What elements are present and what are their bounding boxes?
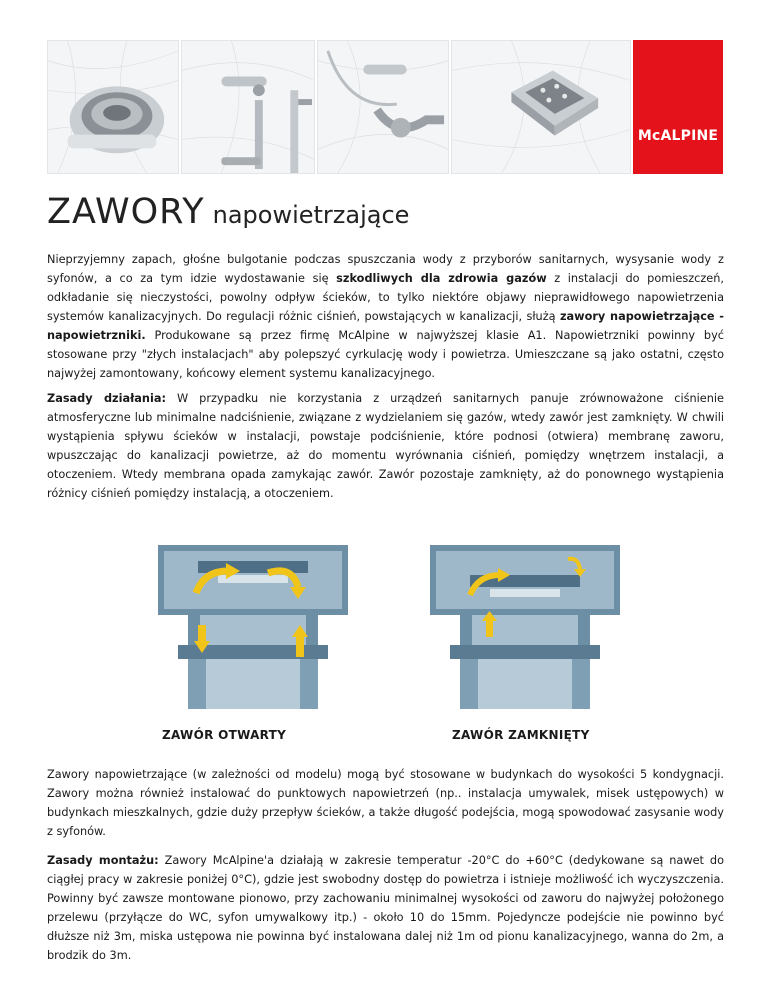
installation-paragraph bbox=[47, 851, 724, 965]
text-span: Nieprzyjemny zapach, głośne bulgotanie podczas spuszczania wody z przyborów sanitarnych, wysysanie wody z syfonów, a co za tym idzie wydostawanie się bbox=[47, 253, 724, 285]
title-main: ZAWORY bbox=[47, 192, 205, 232]
caption-closed: ZAWÓR ZAMKNIĘTY bbox=[452, 728, 590, 742]
header-banner bbox=[47, 40, 723, 174]
grate-photo bbox=[451, 40, 631, 174]
operation-paragraph bbox=[47, 389, 724, 503]
drain-photo bbox=[47, 40, 179, 174]
siphon-photo bbox=[181, 40, 315, 174]
text-span: W przypadku nie korzystania z urządzeń sanitarnych panuje zrównoważone ciśnienie atmosferyczne lub minimalne nadciśnienie, związane z wydzielaniem się gazów, wtedy zawór jest zamknięty. W chwili wystąpienia spływu ścieków w instalacji, powstaje podciśnienie, które podnosi (otwiera) membranę zaworu, wpuszczając do kanalizacji powietrze, aż do momentu wyrównania ciśnień, pomiędzy wnętrzem instalacji, a otoczeniem. Wtedy membrana opada zamykając zawór. Zawór pozostaje zamknięty, aż do ponownego wystąpienia różnicy ciśnień pomiędzy instalacją, a otoczeniem. bbox=[47, 392, 724, 500]
section-heading: Zasady działania: bbox=[47, 392, 166, 405]
brand-logo bbox=[633, 40, 723, 174]
text-span: z instalacji do pomieszczeń, odkładanie się nieczystości, powolny odpływ ścieków, to tylko niektóre objawy nieprawidłowego napowietrzenia systemów kanalizacyjnych. Do regulacji różnic ciśnień, powstających w kanalizacji, służą bbox=[47, 272, 724, 323]
text-span: Produkowane są przez firmę McAlpine w najwyższej klasie A1. Napowietrzniki powinny być stosowane przy "złych instalacjach" aby polepszyć cyrkulację wody i powietrza. Umieszczane są jako ostatni, często najwyżej zamontowany, końcowy element systemu kanalizacyjnego. bbox=[47, 329, 724, 380]
text-span: Zawory napowietrzające (w zależności od modelu) mogą być stosowane w budynkach do wysokości 5 kondygnacji. Zawory można również instalować do punktowych napowietrzeń (np.. instalacja umywalek, misek ustępowych) w budynkach mieszkalnych, gdzie duży przepływ ścieków, a także długość podejścia, mogą spowodować zasysanie wody z syfonów. bbox=[47, 768, 724, 838]
section-heading: Zasady montażu: bbox=[47, 854, 159, 867]
caption-open: ZAWÓR OTWARTY bbox=[162, 728, 287, 742]
page-title bbox=[47, 192, 409, 232]
title-sub: napowietrzające bbox=[212, 201, 410, 229]
valve-open-diagram bbox=[148, 535, 358, 710]
valve-closed-diagram bbox=[420, 535, 630, 710]
bold-span: szkodliwych dla zdrowia gazów bbox=[336, 272, 547, 285]
intro-paragraph bbox=[47, 250, 724, 383]
logo-text: McALPINE bbox=[637, 128, 719, 144]
text-span: Zawory McAlpine'a działają w zakresie temperatur -20°C do +60°C (dedykowane są nawet do ciągłej pracy w zakresie poniżej 0°C), gdzie jest swobodny dostęp do powietrza i istnieje możliwość ich wyczyszczenia. Powinny być zawsze montowane pionowo, przy zachowaniu minimalnej wysokości od zaworu do najwyżej położonego przelewu (przyłącze do WC, syfon umywalkowy itp.) - około 10 do 15mm. Pojedyncze podejście nie powinno być dłuższe niż 3m, miska ustępowa nie powinna być instalowana dalej niż 1m od pionu kanalizacyjnego, wanna do 2m, a brodzik do 3m. bbox=[47, 854, 724, 962]
pipe-photo bbox=[317, 40, 449, 174]
usage-paragraph bbox=[47, 765, 724, 841]
bold-span: zawory napowietrzające - napowietrzniki. bbox=[47, 310, 724, 342]
